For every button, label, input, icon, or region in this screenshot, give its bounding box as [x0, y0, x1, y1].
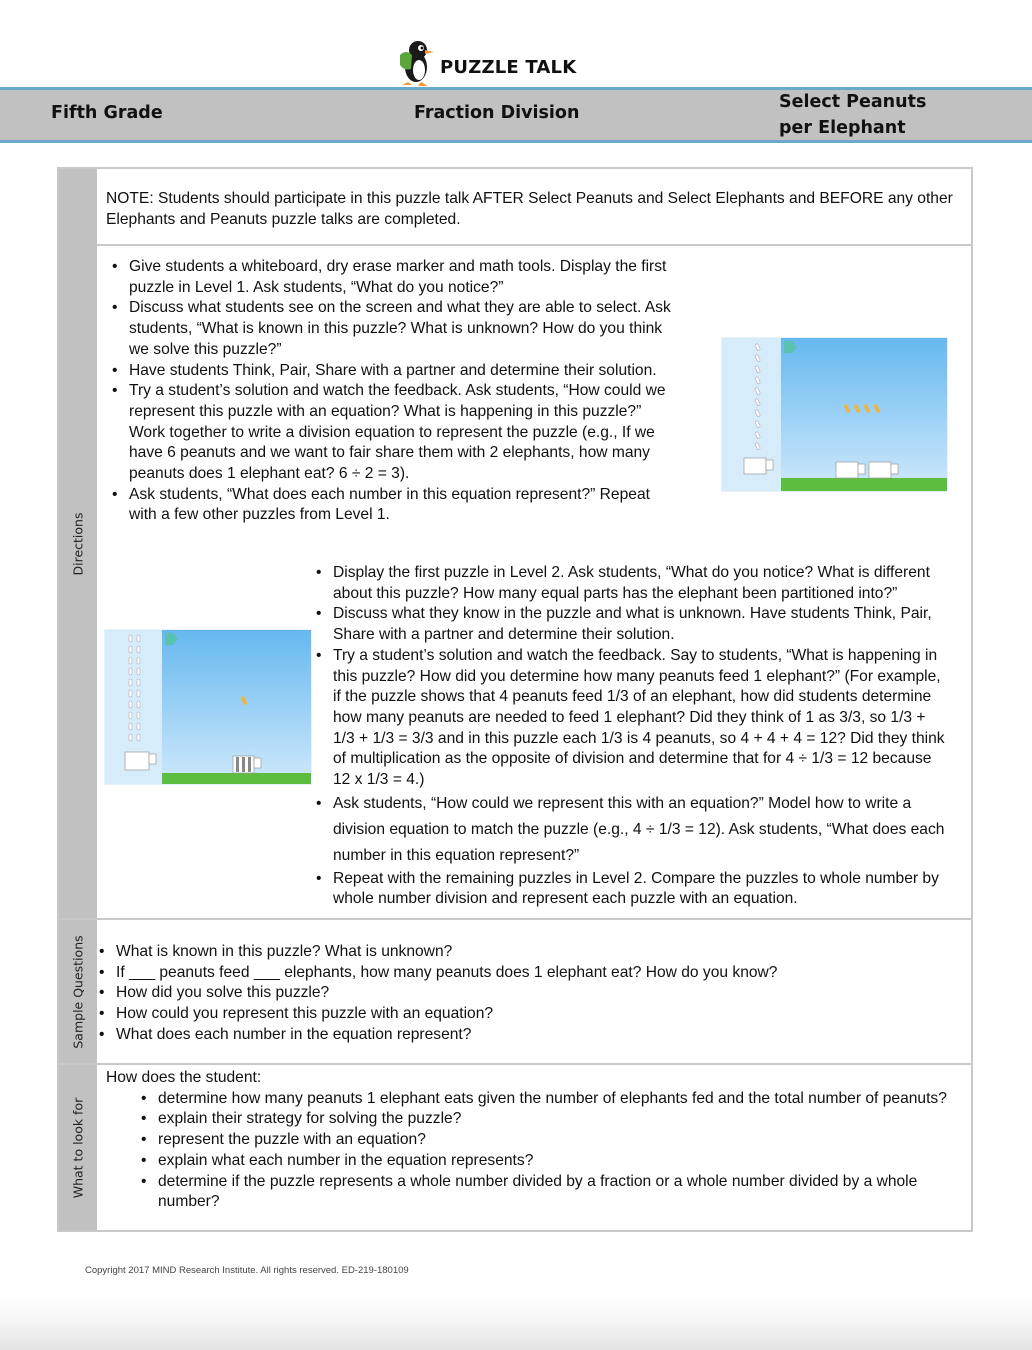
- directions-item: • Ask students, “What does each number in this equation represent?” Repeat with a few other puzzles from Level 1.: [105, 485, 680, 526]
- sample-questions-list: [92, 942, 892, 1046]
- directions-item-text: Try a student’s solution and watch the feedback. Ask students, “How could we represent this puzzle with an equation? What is happening in this puzzle?” Work together to write a division equation to represent the puzzle (e.g., If we have 6 peanuts and we want to fair share them with 2 elephants, how many peanuts does 1 elephant eat? 6 ÷ 2 = 3).: [129, 382, 666, 483]
- puzzle-name-line1: Select Peanuts: [779, 92, 927, 112]
- directions-level2-list: [309, 563, 949, 910]
- directions-item: • Repeat with the remaining puzzles in Level 2. Compare the puzzles to whole number by whole number division and represent each puzzle with an equation.: [309, 869, 949, 910]
- topic-label: Fraction Division: [414, 103, 580, 123]
- puzzle-talk-table: [57, 167, 973, 1232]
- sample-questions-cell: [97, 918, 971, 1065]
- directions-item: • Display the first puzzle in Level 2. Ask students, “What do you notice? What is different about this puzzle? How many equal parts has the elephant been partitioned into?”: [309, 563, 949, 604]
- directions-item: • Try a student’s solution and watch the feedback. Say to students, “What is happening in this puzzle? How did you determine how many peanuts feed 1 elephant?” (For example, if the puzzle shows that 4 peanuts feed 1/3 of an elephant, how did students determine how many peanuts are needed to feed 1 elephant? Did they think of 1 as 3/3, so 1/3 + 1/3 + 1/3 = 3/3 and in this puzzle each 1/3 is 4 peanuts, so 4 + 4 + 4 = 12? Did they think of multiplication as the opposite of division and determine that for 4 ÷ 1/3 = 12 because 12 x 1/3 = 4.): [309, 646, 949, 791]
- level-1-puzzle-image: [721, 337, 948, 492]
- sample-questions-label: Sample Questions: [70, 934, 86, 1049]
- what-to-look-for-side-label: [59, 1063, 97, 1230]
- puzzle-name-line2: per Elephant: [779, 118, 906, 138]
- look-for-item: • represent the puzzle with an equation?: [134, 1130, 971, 1151]
- what-to-look-for-intro: How does the student:: [106, 1069, 262, 1086]
- sample-question-item: • What does each number in the equation represent?: [92, 1025, 892, 1046]
- directions-level1-list: [105, 257, 680, 526]
- directions-item: • Discuss what students see on the screen and what they are able to select. Ask students, “What is known in this puzzle? What is unknown? How do you think we solve this puzzle?”: [105, 298, 680, 360]
- look-for-item: • explain their strategy for solving the puzzle?: [134, 1109, 971, 1130]
- directions-cell: [97, 246, 971, 920]
- app-title: PUZZLE TALK: [440, 56, 577, 78]
- directions-item: • Give students a whiteboard, dry erase marker and math tools. Display the first puzzle in Level 1. Ask students, “What do you notice?”: [105, 257, 680, 298]
- header-band: [0, 87, 1032, 143]
- directions-item: • Discuss what they know in the puzzle and what is unknown. Have students Think, Pair, Share with a partner and determine their solution.: [309, 604, 949, 645]
- note-cell: [97, 169, 971, 246]
- level-2-puzzle-image: [104, 629, 312, 785]
- look-for-item: • explain what each number in the equation represents?: [134, 1151, 971, 1172]
- sample-question-item: • How did you solve this puzzle?: [92, 983, 892, 1004]
- what-to-look-for-cell: [97, 1063, 971, 1230]
- sample-question-item: • How could you represent this puzzle with an equation?: [92, 1004, 892, 1025]
- note-text: NOTE: Students should participate in this puzzle talk AFTER Select Peanuts and Select Elephants and BEFORE any other Elephants and Peanuts puzzle talks are completed.: [106, 190, 953, 228]
- look-for-item: • determine if the puzzle represents a whole number divided by a fraction or a whole number divided by a whole number?: [134, 1172, 971, 1213]
- sample-question-item: • What is known in this puzzle? What is unknown?: [92, 942, 892, 963]
- puzzle-talk-logo: [394, 38, 576, 88]
- directions-item: • Have students Think, Pair, Share with a partner and determine their solution.: [105, 361, 680, 382]
- penguin-with-backpack-icon: [394, 39, 436, 87]
- what-to-look-for-list: [134, 1089, 971, 1213]
- look-for-item: • determine how many peanuts 1 elephant eats given the number of elephants fed and the total number of peanuts?: [134, 1089, 971, 1110]
- directions-item: [105, 381, 680, 485]
- directions-item: • Ask students, “How could we represent this with an equation?” Model how to write a division equation to match the puzzle (e.g., 4 ÷ 1/3 = 12). Ask students, “What does each number in this equation represent?”: [309, 791, 949, 869]
- copyright-footer: Copyright 2017 MIND Research Institute. All rights reserved. ED-219-180109: [85, 1265, 409, 1276]
- directions-side-label: [59, 169, 97, 918]
- puzzle-name: [779, 89, 926, 141]
- sample-question-item: • If ___ peanuts feed ___ elephants, how many peanuts does 1 elephant eat? How do you know?: [92, 963, 892, 984]
- grade-label: Fifth Grade: [51, 103, 163, 123]
- directions-label: Directions: [70, 512, 86, 575]
- what-to-look-for-label: What to look for: [70, 1097, 86, 1198]
- what-to-look-for-content: [106, 1068, 971, 1213]
